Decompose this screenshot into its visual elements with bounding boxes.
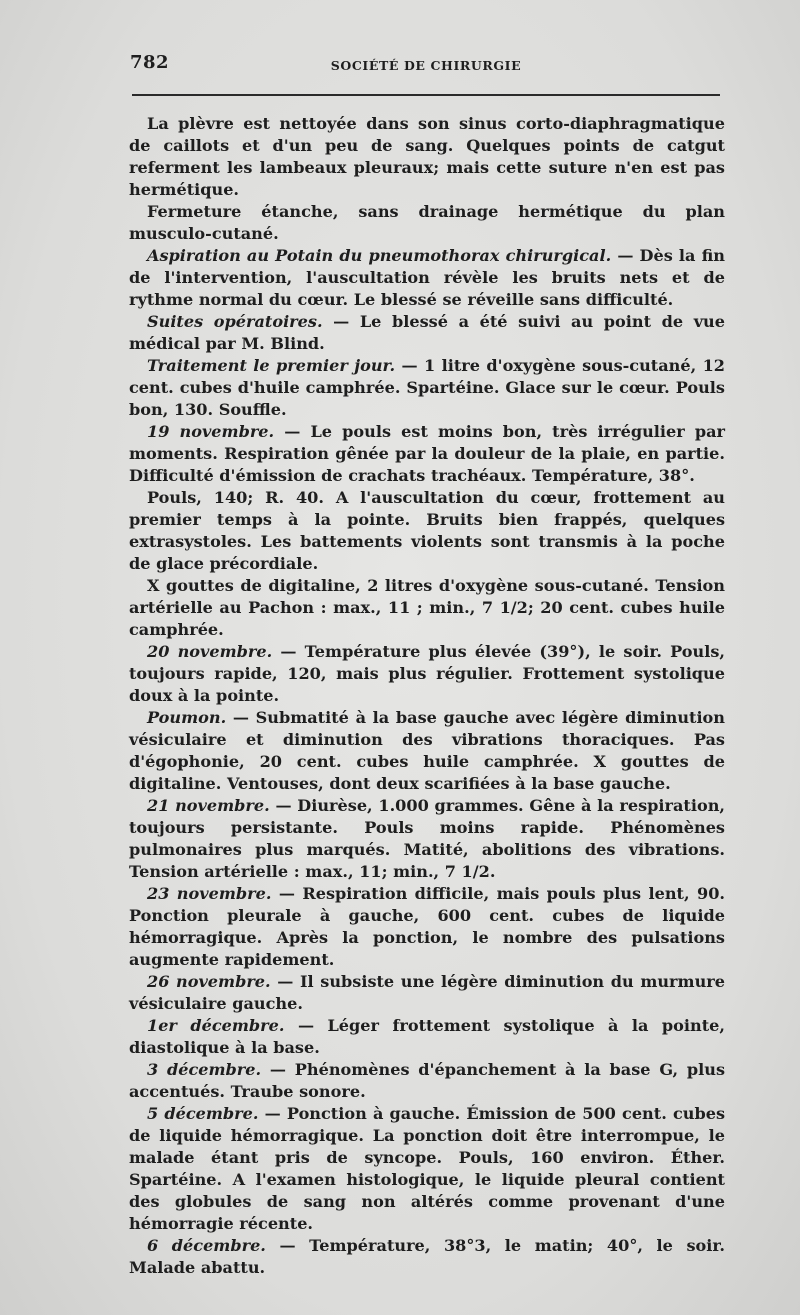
paragraph-text: — Le blessé a été suivi au point de vue médical par M. Blind. bbox=[129, 312, 725, 353]
paragraph bbox=[129, 487, 725, 575]
paragraph bbox=[129, 245, 725, 311]
paragraph bbox=[129, 201, 725, 245]
running-title: SOCIÉTÉ DE CHIRURGIE bbox=[330, 58, 522, 73]
page-number: 782 bbox=[130, 52, 170, 73]
paragraph-text: — Respiration difficile, mais pouls plus lent, 90. Ponction pleurale à gauche, 600 cent. cubes de liquide hémorragique. Après la ponction, le nombre des pulsations augmente rapidement. bbox=[129, 884, 725, 969]
paragraph-text: — Dès la fin de l'intervention, l'auscultation révèle les bruits nets et de rythme normal du cœur. Le blessé se réveille sans difficulté. bbox=[129, 246, 725, 309]
paragraph bbox=[129, 641, 725, 707]
paragraph bbox=[129, 113, 725, 201]
paragraph-lead: 19 novembre. bbox=[147, 422, 275, 441]
paragraph-text: — Le pouls est moins bon, très irrégulier par moments. Respiration gênée par la douleur de la plaie, en partie. Difficulté d'émission de crachats trachéaux. Température, 38°. bbox=[129, 422, 725, 485]
paragraph-text: — Phénomènes d'épanchement à la base G, plus accentués. Traube sonore. bbox=[129, 1060, 726, 1101]
paragraph bbox=[129, 795, 725, 883]
paragraph bbox=[129, 355, 725, 421]
header-rule bbox=[132, 94, 720, 96]
paragraph-lead: 20 novembre. bbox=[147, 642, 273, 661]
paragraph-text: — Diurèse, 1.000 grammes. Gêne à la respiration, toujours persistante. Pouls moins rapide. Phénomènes pulmonaires plus marqués. Matité, abolitions des vibrations. Tension artérielle : max., 11; min., 7 1/2. bbox=[129, 796, 725, 881]
paragraph-text: — Température, 38°3, le matin; 40°, le soir. Malade abattu. bbox=[129, 1236, 725, 1277]
paragraph-lead: Aspiration au Potain du pneumothorax chirurgical. bbox=[147, 246, 612, 265]
paragraph-text: X gouttes de digitaline, 2 litres d'oxygène sous-cutané. Tension artérielle au Pachon : max., 11 ; min., 7 1/2; 20 cent. cubes huile camphrée. bbox=[129, 576, 725, 639]
paragraph bbox=[129, 311, 725, 355]
paragraph-lead: Traitement le premier jour. bbox=[147, 356, 396, 375]
paragraph-text: — 1 litre d'oxygène sous-cutané, 12 cent. cubes d'huile camphrée. Spartéine. Glace sur le cœur. Pouls bon, 130. Souffle. bbox=[129, 356, 726, 419]
paragraph-lead: 6 décembre. bbox=[147, 1236, 266, 1255]
paragraph bbox=[129, 1015, 725, 1059]
paragraph bbox=[129, 1103, 725, 1235]
paragraph bbox=[129, 883, 725, 971]
paragraph-lead: 23 novembre. bbox=[147, 884, 272, 903]
paragraph-text: — Température plus élevée (39°), le soir. Pouls, toujours rapide, 120, mais plus régulier. Frottement systolique doux à la pointe. bbox=[129, 642, 725, 705]
paragraph bbox=[129, 1235, 725, 1279]
paragraph bbox=[129, 1059, 725, 1103]
paragraph-lead: Poumon. bbox=[147, 708, 227, 727]
paragraph bbox=[129, 707, 725, 795]
paragraph bbox=[129, 575, 725, 641]
paragraph-lead: 26 novembre. bbox=[147, 972, 271, 991]
paragraph bbox=[129, 971, 725, 1015]
paragraph-text: La plèvre est nettoyée dans son sinus corto-diaphragmatique de caillots et d'un peu de sang. Quelques points de catgut referment les lambeaux pleuraux; mais cette suture n'en est pas hermétique. bbox=[129, 114, 725, 199]
body-text bbox=[129, 113, 725, 1279]
paragraph-lead: 21 novembre. bbox=[147, 796, 270, 815]
paragraph-lead: 5 décembre. bbox=[147, 1104, 259, 1123]
paragraph-lead: 1er décembre. bbox=[147, 1016, 285, 1035]
page-header bbox=[128, 48, 724, 78]
paragraph-text: — Léger frottement systolique à la pointe, diastolique à la base. bbox=[129, 1016, 725, 1057]
paragraph-text: Fermeture étanche, sans drainage hermétique du plan musculo-cutané. bbox=[129, 202, 725, 243]
paragraph-text: — Ponction à gauche. Émission de 500 cent. cubes de liquide hémorragique. La ponction doit être interrompue, le malade étant pris de syncope. Pouls, 160 environ. Éther. Spartéine. A l'examen histologique, le liquide pleural contient des globules de sang non altérés comme provenant d'une hémorragie récente. bbox=[129, 1104, 726, 1233]
paragraph-lead: 3 décembre. bbox=[147, 1060, 262, 1079]
paragraph-text: Pouls, 140; R. 40. A l'auscultation du cœur, frottement au premier temps à la pointe. Bruits bien frappés, quelques extrasystoles. Les battements violents sont transmis à la poche de glace précordiale. bbox=[129, 488, 725, 573]
paragraph-text: — Submatité à la base gauche avec légère diminution vésiculaire et diminution des vibrations thoraciques. Pas d'égophonie, 20 cent. cubes huile camphrée. X gouttes de digitaline. Ventouses, dont deux scarifiées à la base gauche. bbox=[129, 708, 725, 793]
paragraph bbox=[129, 421, 725, 487]
paragraph-text: — Il subsiste une légère diminution du murmure vésiculaire gauche. bbox=[129, 972, 725, 1013]
paragraph-lead: Suites opératoires. bbox=[147, 312, 323, 331]
